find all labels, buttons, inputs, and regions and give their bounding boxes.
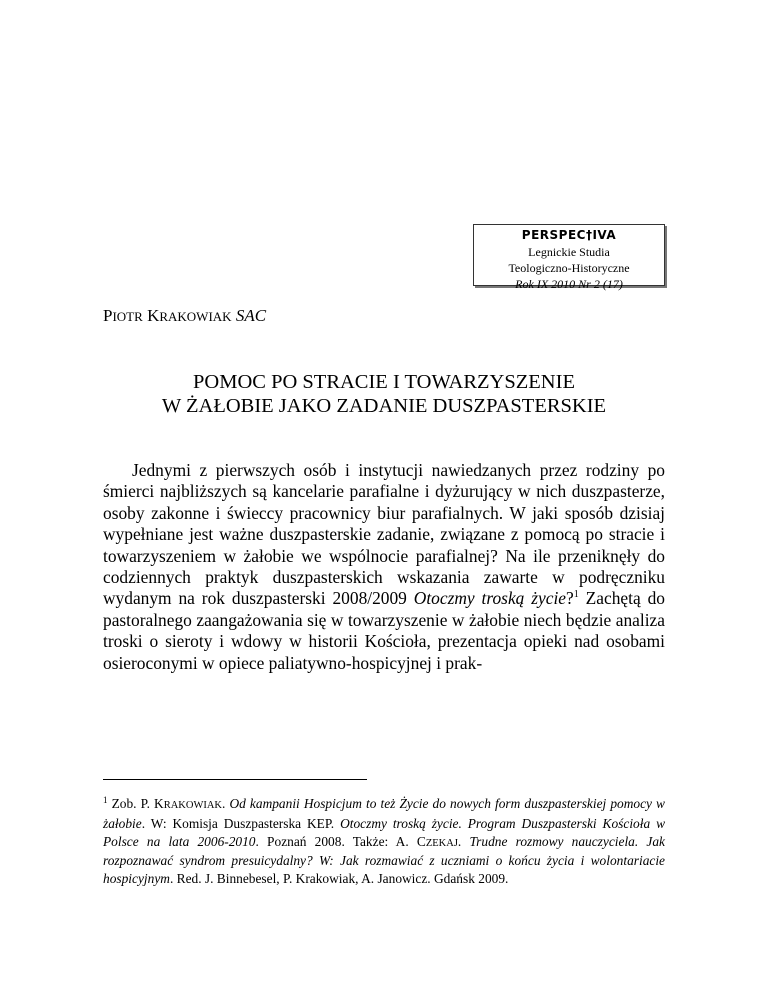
footnote-author-rest: RAKOWIAK [163, 800, 223, 811]
body-text [103, 460, 665, 674]
footnote-1 [103, 795, 665, 888]
journal-subtitle-line2: Teologiczno-Historyczne [508, 261, 630, 275]
body-italic-title: Otoczmy troską życie [413, 588, 567, 609]
footnote-work-title: Otoczmy troską życie. Program Duszpasterski Kościoła w Polsce na lata 2006-2010 [103, 815, 666, 849]
footnote-work-title: Trudne rozmowy nauczyciela. Jak rozpoznawać syndrom presuicydalny? W: Jak rozmawiać z uczniami o końcu życia i wolontariacie hospicyjnym [103, 833, 665, 887]
footnote-text: . Red. J. Binnebesel, P. Krakowiak, A. Janowicz. Gdańsk 2009. [169, 871, 509, 887]
footnote-text: . W: Komisja Duszpasterska KEP. [141, 815, 341, 831]
journal-subtitle-line1: Legnickie Studia [528, 245, 610, 259]
journal-issue: Rok IX 2010 Nr 2 (17) [515, 277, 623, 291]
journal-info-box [473, 224, 665, 291]
author-order: SAC [235, 306, 267, 325]
footnote-divider [103, 779, 367, 780]
article-title-line1: POMOC PO STRACIE I TOWARZYSZENIE [193, 371, 575, 393]
body-part3: Zachętą do pastoralnego zaangażowania się w towarzyszenie w żałobie niech będzie analiza troski o sieroty i wdowy w historii Kościoła, prezentacja opieki nad osobami osieroconymi w opiece paliatywno-hospicyjnej i prak- [103, 588, 665, 673]
author-last-initial: K [147, 306, 160, 325]
body-part2: ? [566, 588, 574, 609]
article-title [103, 370, 665, 418]
author-first-initial: P [103, 306, 113, 325]
footnote-work-title: Od kampanii Hospicjum to też Życie do nowych form duszpasterskiej pomocy w żałobie [103, 796, 665, 831]
body-part1: Jednymi z pierwszych osób i instytucji nawiedzanych przez rodziny po śmierci najbliższych są kancelarie parafialne i dyżurujący w nich duszpasterze, osoby zakonne i świeccy pracownicy biur parafialnych. W jaki sposób dzisiaj wypełniane jest ważne duszpasterskie zadanie, związane z pomocą po stracie i towarzyszeniem w żałobie we wspólnocie parafialnej? Na ile przeniknęły do codziennych praktyk duszpasterskich wskazania zawarte w podręczniku wydanym na rok duszpasterski 2008/2009 [103, 460, 665, 609]
footnote-text: . Poznań 2008. Także: A. [255, 833, 417, 849]
footnote-text: . [457, 833, 470, 849]
footnote-text: . [222, 796, 230, 811]
author-first-rest: IOTR [112, 309, 143, 324]
footnote-number: 1 [103, 795, 108, 805]
article-title-line2: W ŻAŁOBIE JAKO ZADANIE DUSZPASTERSKIE [161, 395, 607, 417]
footnote-text: Zob. P. [107, 796, 155, 811]
author-last-rest: RAKOWIAK [159, 309, 232, 324]
footnote-author-initial: C [416, 833, 426, 849]
footnote-author-rest: ZEKAJ [425, 837, 458, 849]
footnote-reference[interactable]: 1 [573, 589, 579, 601]
journal-name: PERSPEC†IVA [521, 228, 617, 242]
body-paragraph [103, 460, 665, 674]
author-name [103, 306, 266, 327]
footnote-author-initial: K [154, 796, 164, 811]
